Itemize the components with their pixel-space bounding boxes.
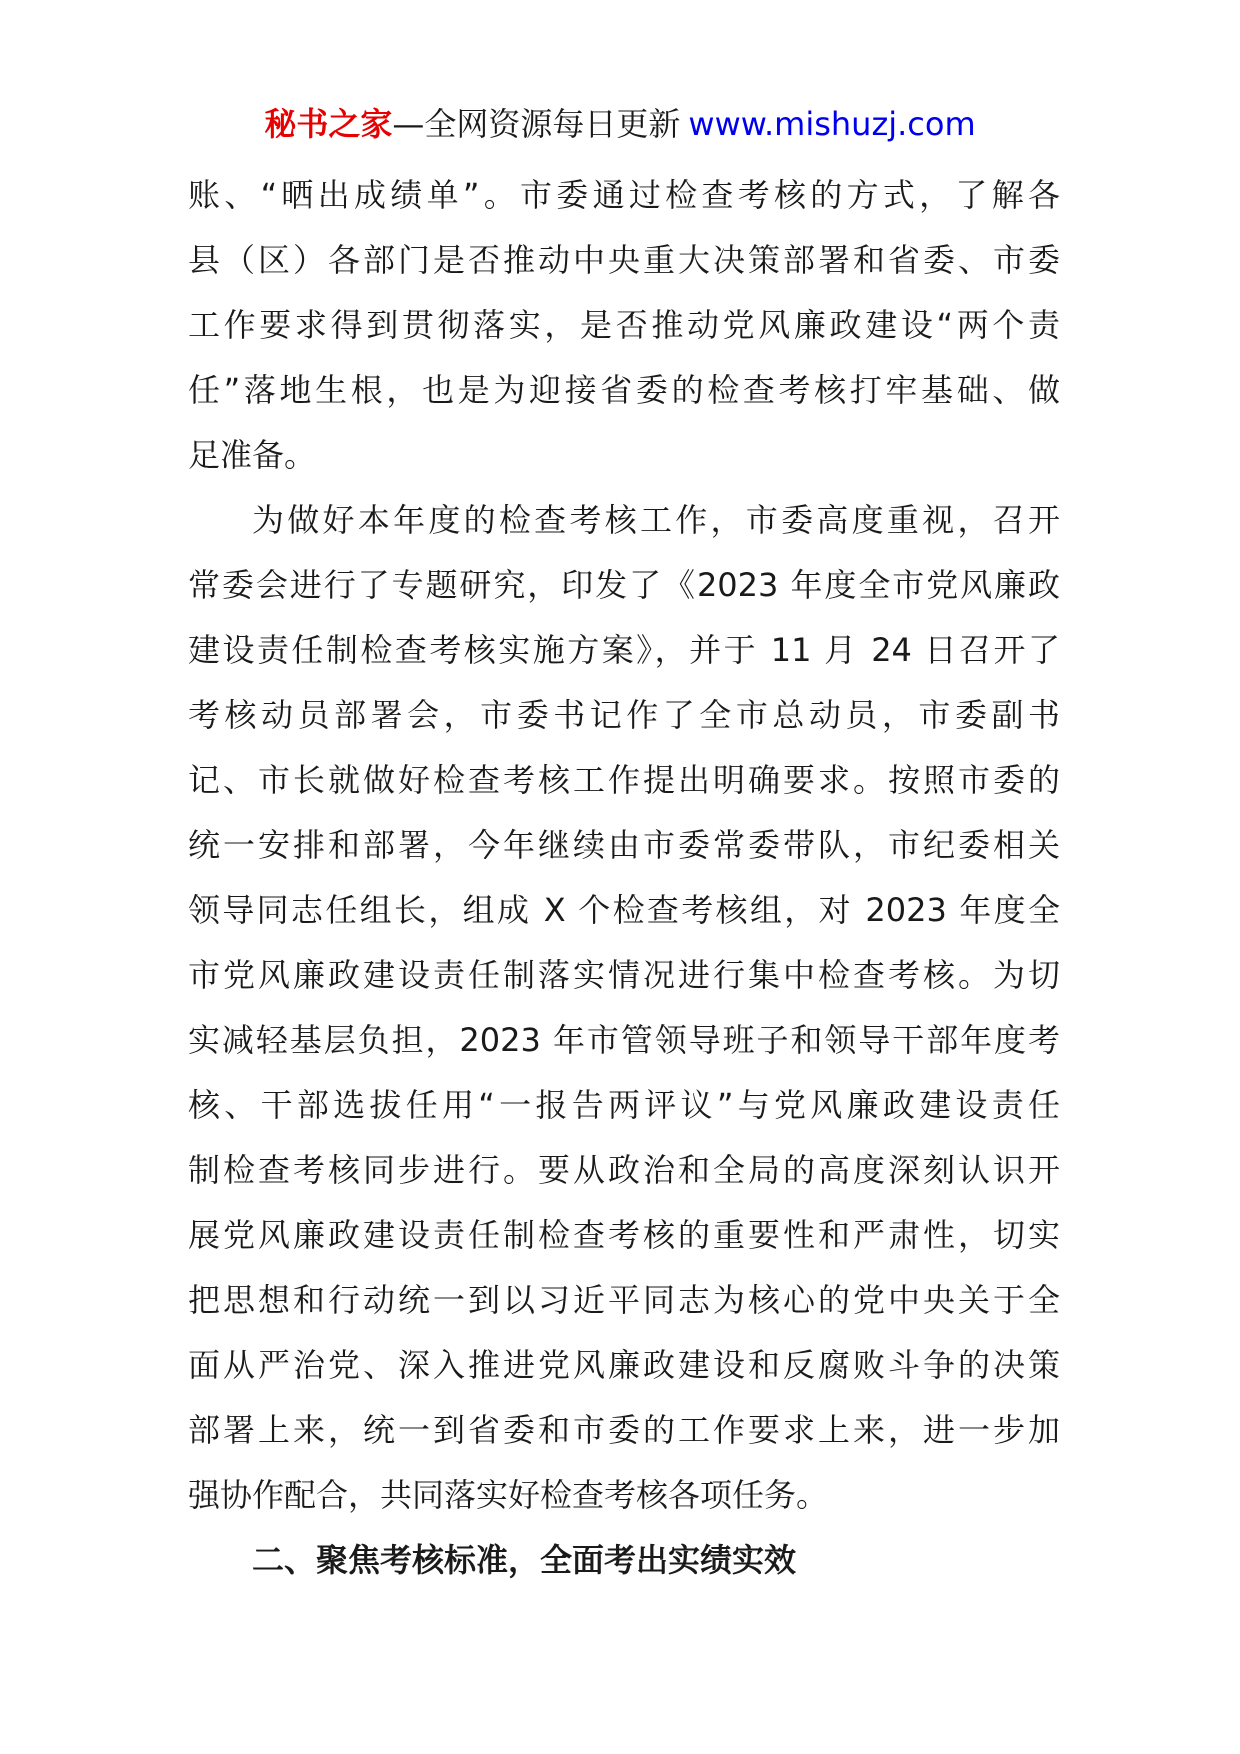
text-line: 县（区）各部门是否推动中央重大决策部署和省委、市委 [188,241,1060,279]
text-line: 核、干部选拔任用“一报告两评议”与党风廉政建设责任 [188,1086,1060,1124]
text-line: 为做好本年度的检查考核工作，市委高度重视，召开 [252,501,1060,539]
text-line: 足准备。 [188,436,317,474]
brand-name: 秘书之家 [264,105,393,143]
text-line: 工作要求得到贯彻落实，是否推动党风廉政建设“两个责 [188,306,1060,344]
text-line: 把思想和行动统一到以习近平同志为核心的党中央关于全 [188,1281,1060,1319]
paragraph [188,163,1060,488]
text-line: 强协作配合，共同落实好检查考核各项任务。 [188,1476,829,1514]
text-line: 任”落地生根，也是为迎接省委的检查考核打牢基础、做 [188,371,1060,409]
text-line: 常委会进行了专题研究，印发了《2023 年度全市党风廉政 [188,566,1060,604]
paragraph [188,488,1060,1528]
text-line: 记、市长就做好检查考核工作提出明确要求。按照市委的 [188,761,1060,799]
text-line: 面从严治党、深入推进党风廉政建设和反腐败斗争的决策 [188,1346,1060,1384]
text-line: 市党风廉政建设责任制落实情况进行集中检查考核。为切 [188,956,1060,994]
text-line: 领导同志任组长，组成 X 个检查考核组，对 2023 年度全 [188,891,1060,929]
text-line: 账、“晒出成绩单”。市委通过检查考核的方式，了解各 [188,176,1060,214]
text-line: 建设责任制检查考核实施方案》，并于 11 月 24 日召开了 [188,631,1060,669]
text-line: 考核动员部署会，市委书记作了全市总动员，市委副书 [188,696,1060,734]
text-line: 展党风廉政建设责任制检查考核的重要性和严肃性，切实 [188,1216,1060,1254]
text-line: 统一安排和部署，今年继续由市委常委带队，市纪委相关 [188,826,1060,864]
document-body [188,163,1060,1593]
site-watermark-header [0,100,1240,148]
text-line: 实减轻基层负担，2023 年市管领导班子和领导干部年度考 [188,1021,1060,1059]
text-line: 部署上来，统一到省委和市委的工作要求上来，进一步加 [188,1411,1060,1449]
text-line: 制检查考核同步进行。要从政治和全局的高度深刻认识开 [188,1151,1060,1189]
section-heading: 二、聚焦考核标准，全面考出实绩实效 [252,1541,797,1579]
brand-slogan: —全网资源每日更新 [392,105,681,143]
site-url: www.mishuzj.com [688,105,976,143]
